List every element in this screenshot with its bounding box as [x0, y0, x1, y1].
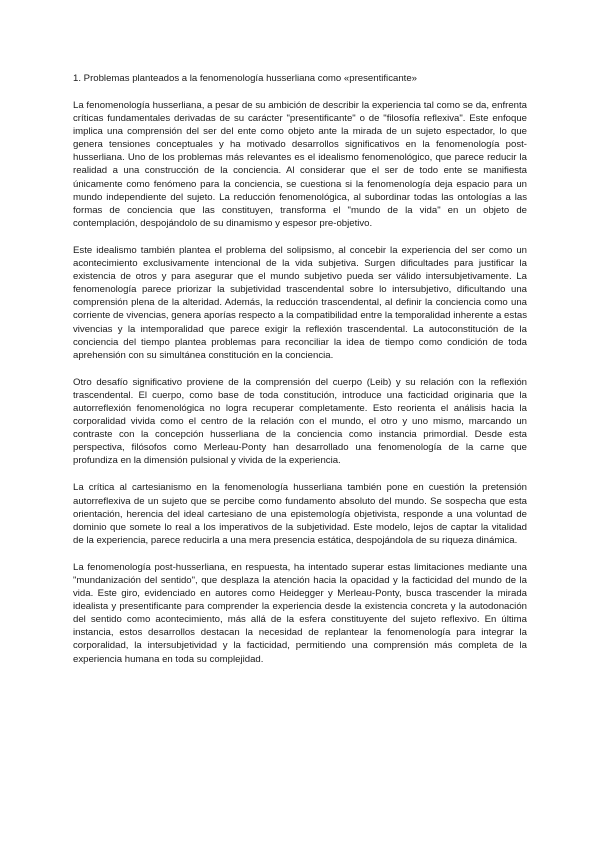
paragraph-1: La fenomenología husserliana, a pesar de su ambición de describir la experiencia tal como se da, enfrenta críticas fundamentales derivadas de su carácter "presentificante" o de "filosofía reflexiva". Este enfoque implica una comprensión del ser del ente como objeto ante la mirada de un sujeto espectador, lo que genera tensiones conceptuales y ha motivado desarrollos significativos en la fenomenología post-husserliana. Uno de los problemas más relevantes es el idealismo fenomenológico, que parece reducir la realidad a una construcción de la conciencia. Al considerar que el ser de todo ente se manifiesta únicamente como fenómeno para la conciencia, se cuestiona si la fenomenología deja espacio para un mundo independiente del sujeto. La reducción fenomenológica, al subordinar todas las ontologías a las formas de conciencia que las constituyen, transforma el "mundo de la vida" en un objeto de contemplación, despojándolo de su dinamismo y espesor pre-objetivo. [73, 100, 527, 229]
paragraph-5: La fenomenología post-husserliana, en respuesta, ha intentado superar estas limitaciones mediante una "mundanización del sentido", que desplaza la atención hacia la opacidad y la facticidad del mundo de la vida. Este giro, evidenciado en autores como Heidegger y Merleau-Ponty, busca trascender la mirada idealista y presentificante para comprender la experiencia desde la existencia concreta y la autodonación del sentido como acontecimiento, más allá de la esfera constituyente del sujeto reflexivo. En última instancia, estos desarrollos destacan la necesidad de replantear la fenomenología para integrar la corporalidad, la intersubjetividad y la facticidad, permitiendo una comprensión más completa de la experiencia humana en toda su complejidad. [73, 561, 527, 665]
document-page [73, 72, 527, 680]
paragraph-3: Otro desafío significativo proviene de la comprensión del cuerpo (Leib) y su relación con la reflexión trascendental. El cuerpo, como base de toda constitución, introduce una facticidad originaria que la autorreflexión fenomenológica no logra recuperar completamente. Esto reorienta el análisis hacia la corporalidad vivida como el centro de la relación con el mundo, el otro y uno mismo, marcando un contraste con la concepción husserliana de la conciencia como instancia primordial. Desde esta perspectiva, filósofos como Merleau-Ponty han desarrollado una fenomenología de la carne que profundiza en la dimensión pulsional y vivida de la experiencia. [73, 376, 527, 467]
section-heading: 1. Problemas planteados a la fenomenología husserliana como «presentificante» [73, 73, 417, 84]
paragraph-4: La crítica al cartesianismo en la fenomenología husserliana también pone en cuestión la pretensión autorreflexiva de un sujeto que se percibe como fundamento absoluto del mundo. Se sospecha que esta orientación, herencia del ideal cartesiano de una epistemología objetivista, responde a una voluntad de dominio que somete lo real a los imperativos de la subjetividad. Este modelo, lejos de captar la vitalidad de la experiencia, parece reducirla a una mera presencia estática, despojándola de su riqueza dinámica. [73, 482, 527, 546]
paragraph-2: Este idealismo también plantea el problema del solipsismo, al concebir la experiencia del ser como un acontecimiento exclusivamente intencional de la vida subjetiva. Surgen dificultades para justificar la existencia de otros y para asegurar que el mundo subjetivo pueda ser válido intersubjetivamente. La fenomenología parece priorizar la subjetividad trascendental sobre lo intersubjetivo, dificultando una comprensión plena de la alteridad. Además, la reducción trascendental, al definir la conciencia como una corriente de vivencias, genera aporías respecto a la compatibilidad entre la temporalidad inherente a estas vivencias y la intemporalidad que parece exigir la reflexión trascendental. La autoconstitución de la conciencia del tiempo plantea problemas para reconciliar la idea de tiempo como condición de toda aprehensión con su simultánea constitución en la conciencia. [73, 244, 527, 361]
